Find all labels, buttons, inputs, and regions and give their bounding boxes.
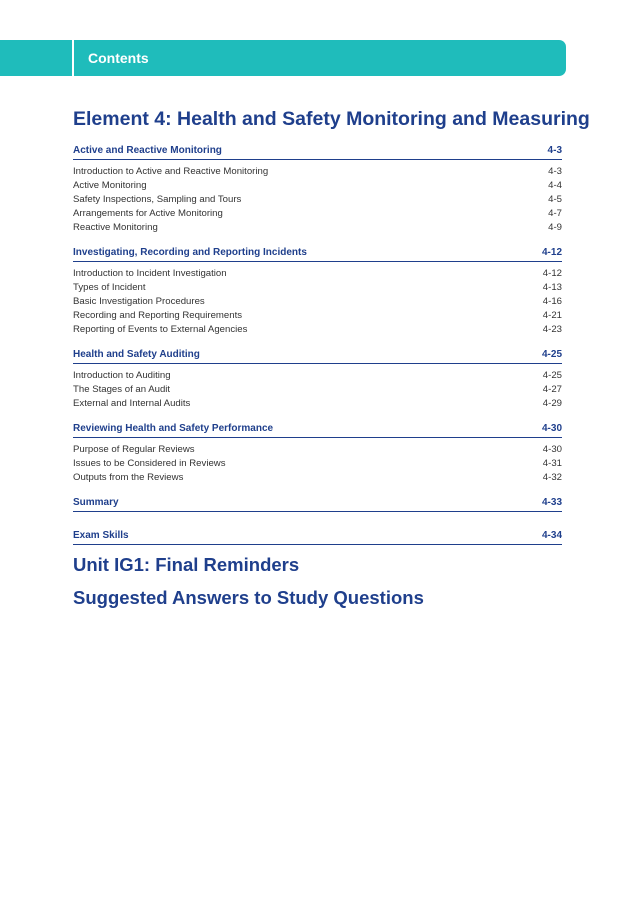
section-page: 4-3 — [547, 145, 562, 156]
final-reminders-heading[interactable]: Unit IG1: Final Reminders — [73, 554, 300, 575]
toc-entry[interactable] — [73, 471, 562, 485]
toc-section — [73, 349, 562, 411]
entry-title: Arrangements for Active Monitoring — [73, 208, 223, 219]
entry-page: 4-9 — [548, 222, 562, 233]
section-page: 4-33 — [541, 497, 562, 508]
entry-list — [73, 267, 562, 337]
table-of-contents — [73, 145, 562, 563]
section-page: 4-25 — [541, 349, 562, 360]
section-header-link[interactable] — [73, 530, 562, 545]
toc-entry[interactable] — [73, 397, 562, 411]
toc-entry[interactable] — [73, 457, 562, 471]
entry-title: Recording and Reporting Requirements — [73, 310, 243, 321]
entry-title: Purpose of Regular Reviews — [73, 444, 195, 455]
section-title: Investigating, Recording and Reporting Incidents — [73, 247, 307, 258]
contents-banner — [0, 40, 566, 76]
toc-entry[interactable] — [73, 295, 562, 309]
section-header-link[interactable] — [73, 423, 562, 438]
suggested-answers-heading[interactable]: Suggested Answers to Study Questions — [73, 587, 424, 608]
entry-title: Outputs from the Reviews — [73, 472, 184, 483]
section-title: Summary — [73, 497, 119, 508]
banner-divider — [72, 40, 74, 76]
toc-entry[interactable] — [73, 207, 562, 221]
entry-page: 4-13 — [542, 282, 562, 293]
entry-list — [73, 369, 562, 411]
entry-title: External and Internal Audits — [73, 398, 191, 409]
section-title: Reviewing Health and Safety Performance — [73, 423, 274, 434]
entry-page: 4-32 — [542, 472, 562, 483]
banner-label: Contents — [88, 50, 149, 66]
entry-title: Reactive Monitoring — [73, 222, 158, 233]
entry-page: 4-4 — [548, 180, 562, 191]
section-page: 4-34 — [541, 530, 562, 541]
toc-entry[interactable] — [73, 323, 562, 337]
entry-page: 4-21 — [542, 310, 562, 321]
section-header-link[interactable] — [73, 247, 562, 262]
toc-entry[interactable] — [73, 165, 562, 179]
entry-page: 4-16 — [542, 296, 562, 307]
section-page: 4-30 — [541, 423, 562, 434]
entry-page: 4-12 — [542, 268, 562, 279]
section-header-link[interactable] — [73, 497, 562, 512]
entry-page: 4-23 — [542, 324, 562, 335]
toc-entry[interactable] — [73, 383, 562, 397]
entry-list — [73, 443, 562, 485]
entry-page: 4-7 — [548, 208, 562, 219]
entry-page: 4-27 — [542, 384, 562, 395]
toc-entry[interactable] — [73, 309, 562, 323]
entry-title: The Stages of an Audit — [73, 384, 171, 395]
section-header-link[interactable] — [73, 145, 562, 160]
entry-page: 4-3 — [548, 166, 562, 177]
entry-page: 4-25 — [542, 370, 562, 381]
element-title: Element 4: Health and Safety Monitoring and Measuring — [73, 108, 590, 130]
toc-entry[interactable] — [73, 179, 562, 193]
section-title: Exam Skills — [73, 530, 129, 541]
toc-entry[interactable] — [73, 443, 562, 457]
toc-entry[interactable] — [73, 193, 562, 207]
toc-entry[interactable] — [73, 267, 562, 281]
section-header-link[interactable] — [73, 349, 562, 364]
entry-page: 4-30 — [542, 444, 562, 455]
entry-page: 4-29 — [542, 398, 562, 409]
section-page: 4-12 — [541, 247, 562, 258]
toc-section — [73, 423, 562, 485]
entry-title: Introduction to Auditing — [73, 370, 171, 381]
toc-entry[interactable] — [73, 221, 562, 235]
toc-section — [73, 497, 562, 512]
entry-title: Safety Inspections, Sampling and Tours — [73, 194, 242, 205]
toc-entry[interactable] — [73, 281, 562, 295]
entry-title: Introduction to Active and Reactive Monitoring — [73, 166, 269, 177]
entry-page: 4-31 — [542, 458, 562, 469]
entry-title: Reporting of Events to External Agencies — [73, 324, 248, 335]
toc-section — [73, 145, 562, 235]
toc-entry[interactable] — [73, 369, 562, 383]
entry-list — [73, 165, 562, 235]
entry-title: Types of Incident — [73, 282, 146, 293]
section-title: Health and Safety Auditing — [73, 349, 200, 360]
section-title: Active and Reactive Monitoring — [73, 145, 222, 156]
toc-section — [73, 530, 562, 545]
entry-title: Active Monitoring — [73, 180, 147, 191]
entry-title: Introduction to Incident Investigation — [73, 268, 227, 279]
entry-page: 4-5 — [548, 194, 562, 205]
toc-section — [73, 247, 562, 337]
entry-title: Issues to be Considered in Reviews — [73, 458, 226, 469]
entry-title: Basic Investigation Procedures — [73, 296, 205, 307]
